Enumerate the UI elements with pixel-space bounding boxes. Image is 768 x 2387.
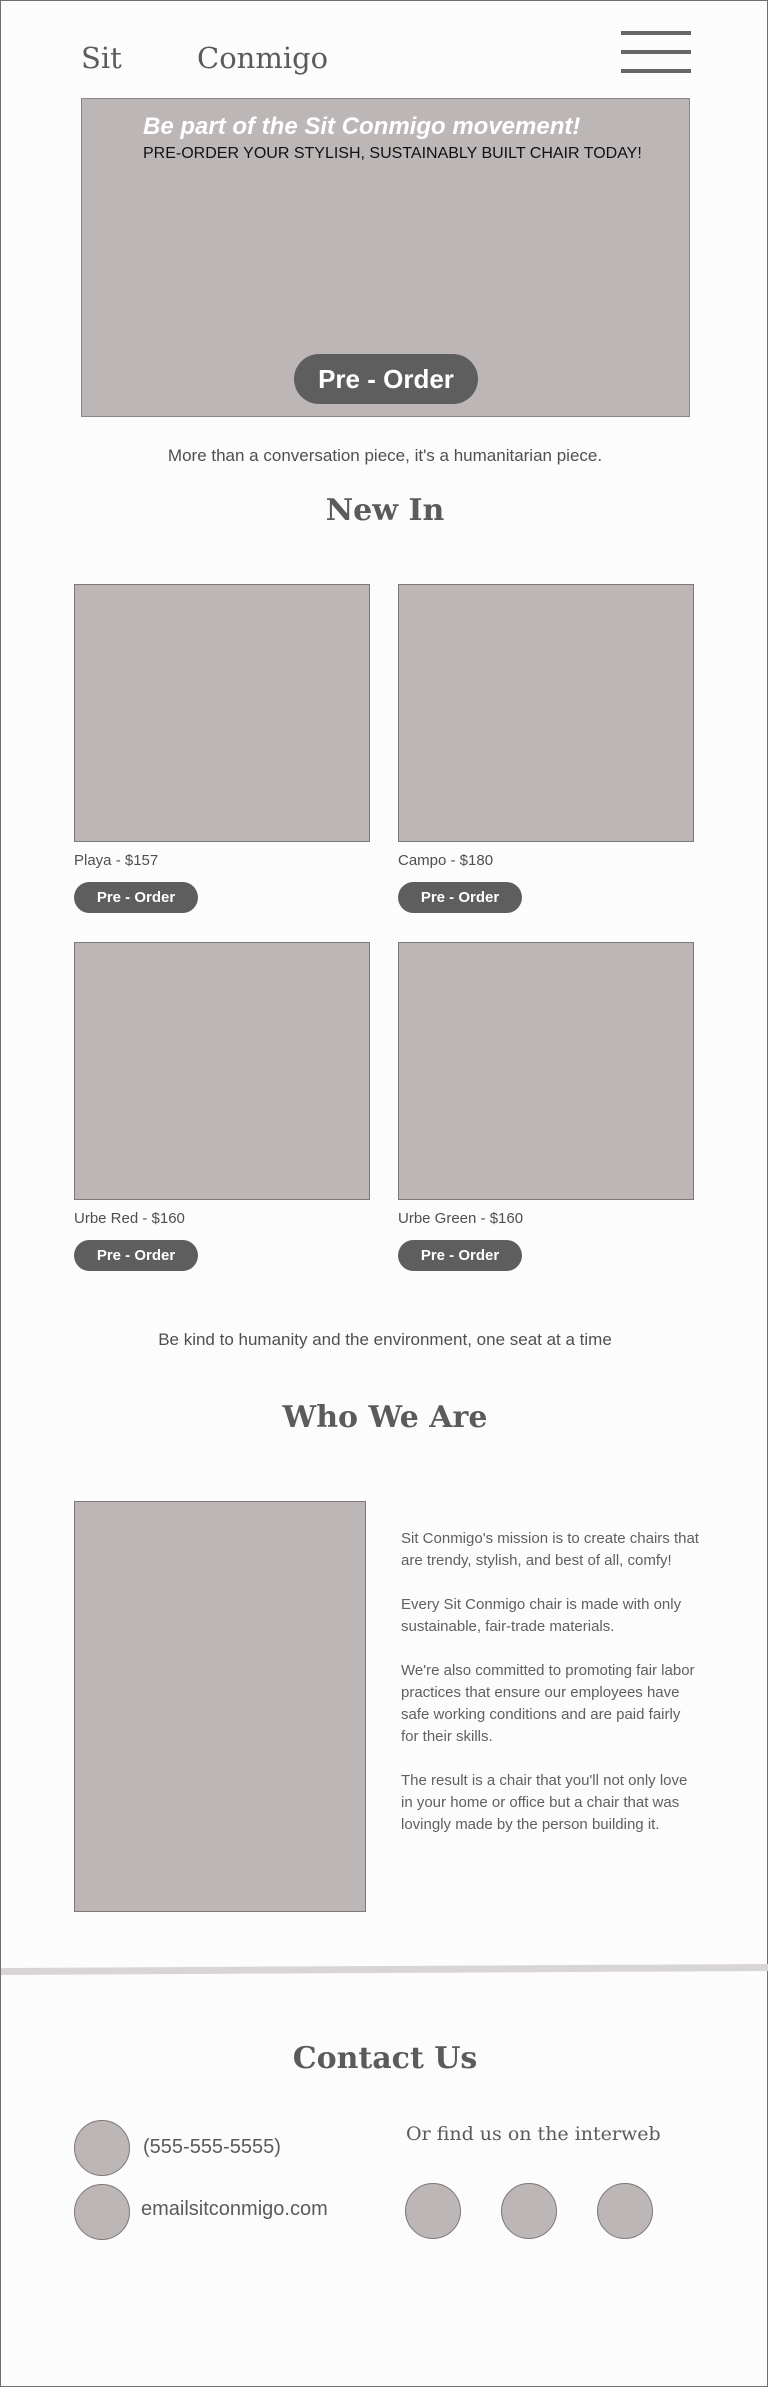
product-label-urbe-green: Urbe Green - $160: [398, 1210, 524, 1227]
new-in-title: New In: [325, 493, 445, 528]
product-image-playa[interactable]: [74, 584, 370, 842]
menu-line: [621, 69, 691, 73]
social-icon-3[interactable]: [597, 2183, 653, 2239]
social-heading: Or find us on the interweb: [406, 2123, 661, 2145]
product-image-campo[interactable]: [398, 584, 694, 842]
email-icon[interactable]: [74, 2184, 130, 2240]
about-paragraph-labor: We're also committed to promoting fair labor practices that ensure our employees have safe working conditions and are paid fairly for their skills.: [401, 1662, 695, 1745]
hamburger-menu-icon[interactable]: [621, 31, 691, 77]
product-label-playa: Playa - $157: [74, 852, 159, 869]
hero-subheadline: PRE-ORDER YOUR STYLISH, SUSTAINABLY BUILT CHAIR TODAY!: [143, 145, 642, 162]
product-label-campo: Campo - $180: [398, 852, 494, 869]
preorder-button-playa[interactable]: Pre - Order: [74, 882, 198, 913]
product-image-urbe-green[interactable]: [398, 942, 694, 1200]
phone-number[interactable]: (555-555-5555): [143, 2136, 281, 2158]
preorder-button-urbe-green[interactable]: Pre - Order: [398, 1240, 522, 1271]
social-icon-2[interactable]: [501, 2183, 557, 2239]
social-icon-1[interactable]: [405, 2183, 461, 2239]
email-address[interactable]: emailsitconmigo.com: [141, 2198, 328, 2220]
tagline-humanitarian: More than a conversation piece, it's a humanitarian piece.: [167, 446, 603, 465]
about-paragraph-result: The result is a chair that you'll not only love in your home or office but a chair that was lovingly made by the person building it.: [401, 1772, 688, 1833]
hero-headline: Be part of the Sit Conmigo movement!: [143, 113, 581, 140]
preorder-button-campo[interactable]: Pre - Order: [398, 882, 522, 913]
tagline-kindness: Be kind to humanity and the environment, one seat at a time: [158, 1330, 612, 1349]
about-text: [401, 1528, 701, 1858]
who-we-are-title: Who We Are: [282, 1400, 488, 1435]
hero-banner: [81, 98, 690, 417]
contact-us-title: Contact Us: [292, 2041, 478, 2076]
menu-line: [621, 31, 691, 35]
preorder-button-urbe-red[interactable]: Pre - Order: [74, 1240, 198, 1271]
section-divider: [1, 1964, 768, 1975]
about-image: [74, 1501, 366, 1912]
brand-logo-conmigo[interactable]: Conmigo: [197, 41, 329, 75]
about-paragraph-materials: Every Sit Conmigo chair is made with only sustainable, fair-trade materials.: [401, 1596, 682, 1635]
about-paragraph-mission: Sit Conmigo's mission is to create chairs that are trendy, stylish, and best of all, comfy!: [401, 1530, 699, 1569]
phone-icon[interactable]: [74, 2120, 130, 2176]
brand-logo-sit[interactable]: Sit: [81, 41, 122, 75]
product-image-urbe-red[interactable]: [74, 942, 370, 1200]
hero-preorder-button[interactable]: Pre - Order: [294, 354, 478, 404]
product-label-urbe-red: Urbe Red - $160: [74, 1210, 185, 1227]
menu-line: [621, 50, 691, 54]
